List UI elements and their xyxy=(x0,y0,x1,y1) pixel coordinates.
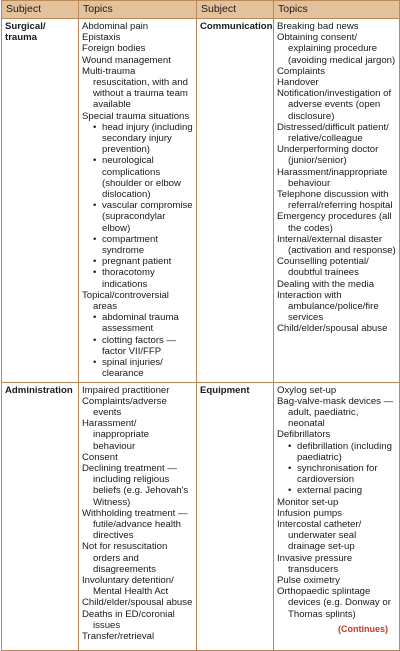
header-subject: Subject xyxy=(197,1,274,19)
topic-item: Telephone discussion with referral/referring hospital xyxy=(277,189,393,212)
topic-item: Harassment/ inappropriate behaviour xyxy=(82,418,150,452)
topic-item: Wound management xyxy=(82,54,171,66)
topics-cell xyxy=(274,382,400,650)
topics-cell xyxy=(79,382,197,650)
topics-cell xyxy=(274,19,400,383)
topic-item: Defibrillators xyxy=(277,429,331,441)
bullet-item: • spinal injuries/ clearance xyxy=(82,357,193,379)
topic-item: Transfer/retrieval xyxy=(82,630,155,642)
topic-item: Counselling potential/ doubtful trainees xyxy=(277,256,369,279)
topic-item: Impaired practitioner xyxy=(82,384,170,396)
topic-item: Internal/external disaster (activation and response) xyxy=(277,233,396,257)
topic-item: Foreign bodies xyxy=(82,43,146,55)
topic-item: Infusion pumps xyxy=(277,507,343,519)
table-header-row xyxy=(2,1,400,19)
topic-item: Withholding treatment — futile/advance health directives xyxy=(82,507,188,542)
topic-item: Interaction with ambulance/police/fire services xyxy=(277,289,379,324)
bullet-item: • synchronisation for cardioversion xyxy=(277,463,396,485)
bullet-item: • abdominal trauma assessment xyxy=(82,312,193,334)
bullet-item: • defibrillation (including paediatric) xyxy=(277,441,396,463)
bullet-item: • vascular compromise (supracondylar elbow) xyxy=(82,200,193,234)
topic-item: Special trauma situations xyxy=(82,110,190,122)
topic-item: Notification/investigation of adverse events (open disclosure) xyxy=(277,88,392,122)
topic-item: Abdominal pain xyxy=(82,21,149,32)
bullet-item: • thoracotomy indications xyxy=(82,267,193,289)
topic-item: Dealing with the media xyxy=(277,278,375,290)
subject-cell: Surgical/ trauma xyxy=(2,19,79,383)
topic-item: Complaints xyxy=(277,65,325,77)
topic-item: Emergency procedures (all the codes) xyxy=(277,211,392,234)
topic-item: Invasive pressure transducers xyxy=(277,552,353,575)
topic-item: Bag-valve-mask devices — adult, paediatric, neonatal xyxy=(277,395,394,430)
bullet-item: • neurological complications (shoulder or elbow dislocation) xyxy=(82,155,193,200)
topic-item: Distressed/difficult patient/ relative/colleague xyxy=(277,121,389,145)
topic-item: Consent xyxy=(82,451,118,463)
topic-item: Multi-trauma resuscitation, with and without a trauma team available xyxy=(82,65,188,111)
topic-item: Handover xyxy=(277,77,319,89)
topic-item: Orthopaedic splintage devices (e.g. Donway or Thomas splints) xyxy=(277,586,391,620)
topic-item: Obtaining consent/ explaining procedure (avoiding medical jargon) xyxy=(277,32,396,66)
subject-cell: Administration xyxy=(2,382,79,650)
topic-item: Harassment/inappropriate behaviour xyxy=(277,166,388,189)
topic-item: Deaths in ED/coronial issues xyxy=(82,608,175,631)
header-subject: Subject xyxy=(2,1,79,19)
topic-item: Topical/controversial areas xyxy=(82,289,169,313)
subject-cell: Equipment xyxy=(197,382,274,650)
bullet-item: • clotting factors — factor VII/FFP xyxy=(82,335,193,357)
topic-item: Monitor set-up xyxy=(277,496,339,508)
topic-item: Not for resuscitation orders and disagreements xyxy=(82,541,168,575)
subject-cell: Communication xyxy=(197,19,274,383)
bullet-item: • external pacing xyxy=(277,485,396,496)
continues-note: (Continues) xyxy=(338,624,388,634)
topic-item: Intercostal catheter/ underwater seal drainage set-up xyxy=(277,518,362,553)
topic-item: Underperforming doctor (junior/senior) xyxy=(277,144,379,167)
table-row xyxy=(2,382,400,650)
bullet-item: • pregnant patient xyxy=(82,256,193,267)
header-topics: Topics xyxy=(79,1,197,19)
topics-cell xyxy=(79,19,197,383)
topics-table xyxy=(1,0,400,651)
topic-item: Pulse oximetry xyxy=(277,574,340,586)
topic-item: Breaking bad news xyxy=(277,21,359,32)
bullet-item: • compartment syndrome xyxy=(82,234,193,256)
topic-item: Epistaxis xyxy=(82,32,121,44)
topic-item: Child/elder/spousal abuse xyxy=(277,323,388,335)
bullet-item: • head injury (including secondary injury prevention) xyxy=(82,122,193,156)
topic-item: Complaints/adverse events xyxy=(82,395,167,418)
topic-item: Involuntary detention/ Mental Health Act xyxy=(82,574,174,598)
topic-item: Declining treatment — including religious beliefs (e.g. Jehovah's Witness) xyxy=(82,462,189,508)
topic-item: Oxylog set-up xyxy=(277,384,337,396)
table-row xyxy=(2,19,400,383)
topic-item: Child/elder/spousal abuse xyxy=(82,597,193,609)
header-topics: Topics xyxy=(274,1,400,19)
